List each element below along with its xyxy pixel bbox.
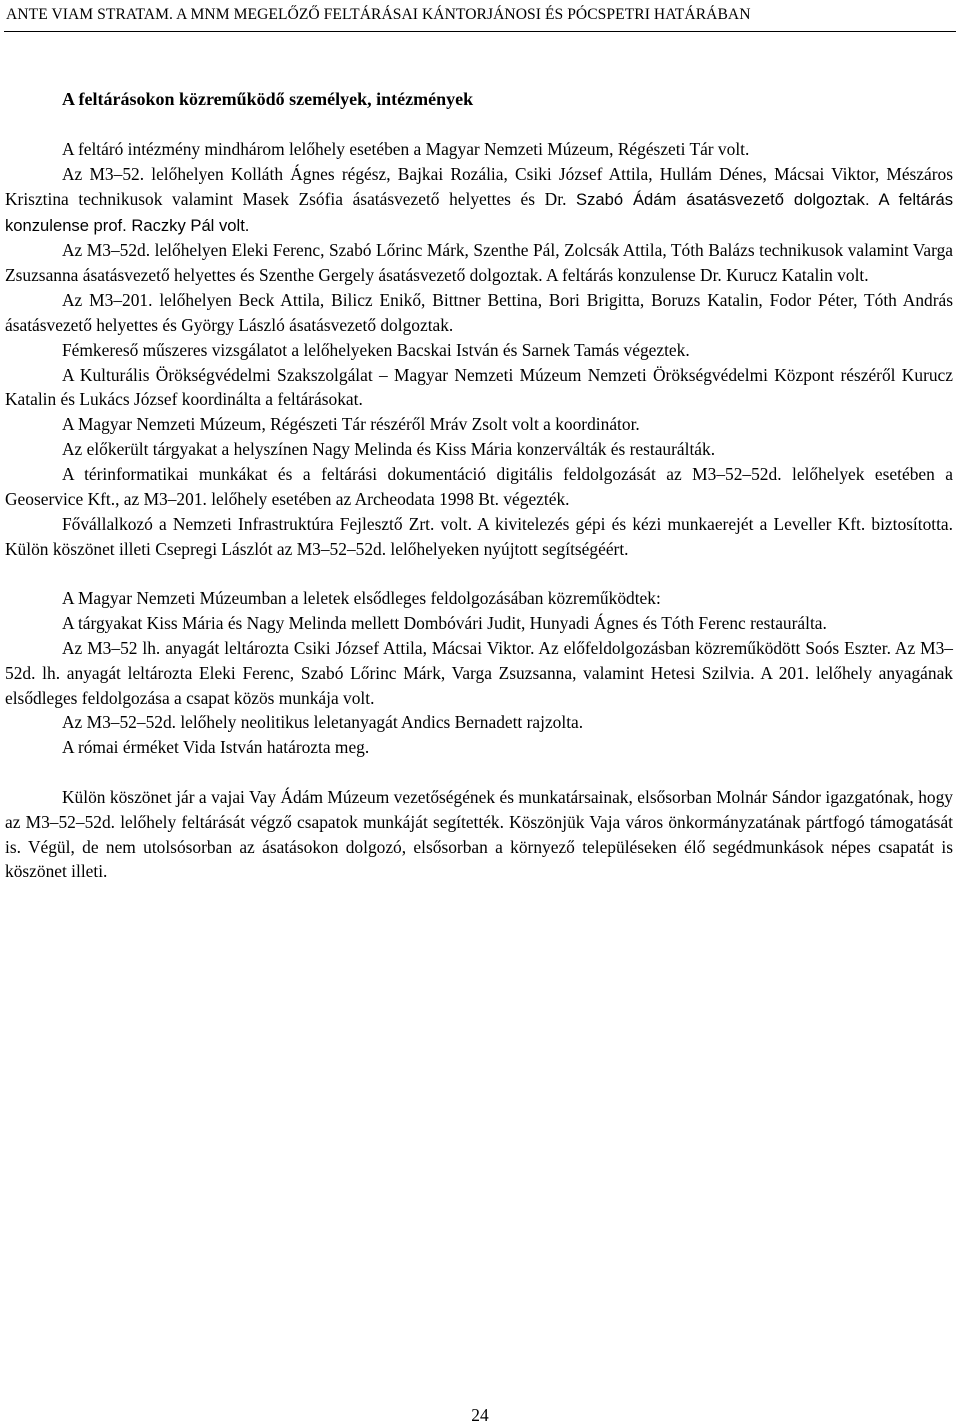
section-heading: A feltárásokon közreműködő személyek, intézmények <box>62 89 474 109</box>
running-header: ANTE VIAM STRATAM. A MNM MEGELŐZŐ FELTÁRÁSAI KÁNTORJÁNOSI ÉS PÓCSPETRI HATÁRÁBAN <box>6 6 751 23</box>
paragraph: A Magyar Nemzeti Múzeum, Régészeti Tár részéről Mráv Zsolt volt a koordinátor. <box>62 414 640 435</box>
paragraph: Külön köszönet jár a vajai Vay Ádám Múzeum vezetőségének és munkatársainak, elsősorban Molnár Sándor igazgatónak, hogy az M3–52–52d. lelőhely feltárását végző csapatok munkáját segítették. Köszönjük Vaja város önkormányzatának pártfogó támogatását is. Végül, de nem utolsósorban az ásatásokon dolgozó, elsősorban a környező településeken élő segédmunkások népes csapatát is köszönet illeti. <box>5 786 953 882</box>
paragraph-text: Az M3–52. lelőhelyen Kolláth Ágnes régész, Bajkai Rozália, Csiki József Attila, Hullám Dénes, Mácsai Viktor, Mészáros Krisztina technikusok valamint Masek Zsófia ásatásvezető helyettes és Dr. <box>5 163 953 209</box>
body-text <box>5 137 953 884</box>
paragraph: Az M3–201. lelőhelyen Beck Attila, Bilicz Enikő, Bittner Bettina, Bori Brigitta, Boruzs Katalin, Fodor Péter, Tóth András ásatásvezető helyettes és György László ásatásvezető dolgoztak. <box>5 290 953 335</box>
header-divider <box>4 31 956 32</box>
paragraph <box>5 162 953 239</box>
paragraph: Az M3–52 lh. anyagát leltározta Csiki József Attila, Mácsai Viktor. Az előfeldolgozásban közreműködött Soós Eszter. Az M3–52d. lh. anyagát leltározta Eleki Ferenc, Szabó Lőrinc Márk, Varga Zsuzsanna, valamint Hetesi Szilvia. A 201. lelőhely anyagának elsődleges feldolgozása a csapat közös munkája volt. <box>5 637 953 708</box>
paragraph: A Magyar Nemzeti Múzeumban a leletek elsődleges feldolgozásában közreműködtek: <box>62 588 661 609</box>
paragraph: A Kulturális Örökségvédelmi Szakszolgálat – Magyar Nemzeti Múzeum Nemzeti Örökségvédelmi Központ részéről Kurucz Katalin és Lukács József koordinálta a feltárásokat. <box>5 364 953 410</box>
paragraph: A térinformatikai munkákat és a feltárási dokumentáció digitális feldolgozását az M3–52–52d. lelőhelyek esetében a Geoservice Kft., az M3–201. lelőhely esetében az Archeodata 1998 Bt. végezték. <box>5 463 953 509</box>
paragraph: Az előkerült tárgyakat a helyszínen Nagy Melinda és Kiss Mária konzerválták és restaurálták. <box>62 439 716 460</box>
paragraph: A tárgyakat Kiss Mária és Nagy Melinda mellett Dombóvári Judit, Hunyadi Ágnes és Tóth Ferenc restaurálta. <box>62 613 827 634</box>
paragraph: Fővállalkozó a Nemzeti Infrastruktúra Fejlesztő Zrt. volt. A kivitelezés gépi és kézi munkaerejét a Leveller Kft. biztosította. Külön köszönet illeti Csepregi Lászlót az M3–52–52d. lelőhelyeken nyújtott segítségéért. <box>5 513 953 559</box>
paragraph: Az M3–52d. lelőhelyen Eleki Ferenc, Szabó Lőrinc Márk, Szenthe Pál, Zolcsák Attila, Tóth Balázs technikusok valamint Varga Zsuzsanna ásatásvezető helyettes és Szenthe Gergely ásatásvezető dolgoztak. A feltárás konzulense Dr. Kurucz Katalin volt. <box>5 240 953 286</box>
page-number: 24 <box>471 1405 489 1425</box>
paragraph: A feltáró intézmény mindhárom lelőhely esetében a Magyar Nemzeti Múzeum, Régészeti Tár volt. <box>62 139 750 159</box>
paragraph: Az M3–52–52d. lelőhely neolitikus leletanyagát Andics Bernadett rajzolta. <box>62 712 584 733</box>
paragraph: Fémkereső műszeres vizsgálatot a lelőhelyeken Bacskai István és Sarnek Tamás végeztek. <box>62 339 690 360</box>
paragraph-text-sans: Szabó Ádám ásatásvezető dolgoztak. A feltárás konzulense prof. Raczky Pál volt. <box>5 189 953 235</box>
paragraph: A római érméket Vida István határozta meg. <box>62 737 370 758</box>
